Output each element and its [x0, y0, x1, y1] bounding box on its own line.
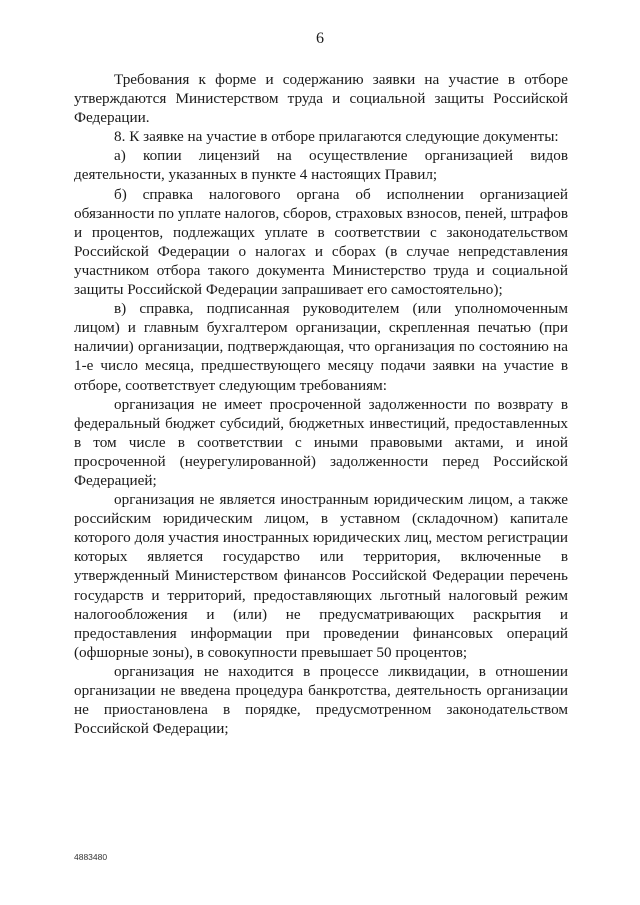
paragraph-requirement-debt: организация не имеет просроченной задолженности по возврату в федеральный бюджет субсидий, бюджетных инвестиций, предоставленных в том числе в соответствии с иными правовыми актами, и иной просроченной (неурегулированной) задолженности перед Российской Федерацией; — [74, 395, 568, 489]
paragraph-requirements: Требования к форме и содержанию заявки на участие в отборе утверждаются Министерством труда и социальной защиты Российской Федерации. — [74, 71, 568, 127]
paragraph-subitem-b: б) справка налогового органа об исполнении организацией обязанности по уплате налогов, сборов, страховых взносов, пеней, штрафов и процентов, подлежащих уплате в соответствии с законодательством Российской Федерации о налогах и сборах (в случае непредставления участником отбора такого документа Министерство труда и социальной защиты Российской Федерации запрашивает его самостоятельно); — [74, 185, 568, 299]
paragraph-requirement-foreign: организация не является иностранным юридическим лицом, а также российским юридическим лицом, в уставном (складочном) капитале которого доля участия иностранных юридических лиц, местом регистрации которых является государство или территория, включенные в утвержденный Министерством финансов Российской Федерации перечень государств и территорий, предоставляющих льготный налоговый режим налогообложения и (или) не предусматривающих раскрытия и предоставления информации при проведении финансовых операций (офшорные зоны), в совокупности превышает 50 процентов; — [74, 491, 568, 661]
document-body — [74, 70, 568, 738]
document-code: 4883480 — [74, 852, 108, 862]
page-number: 6 — [316, 30, 324, 47]
paragraph-requirement-liquidation: организация не находится в процессе ликвидации, в отношении организации не введена процедура банкротства, деятельность организации не приостановлена в порядке, предусмотренном законодательством Российской Федерации; — [74, 662, 568, 738]
paragraph-subitem-v: в) справка, подписанная руководителем (или уполномоченным лицом) и главным бухгалтером организации, скрепленная печатью (при наличии) организации, подтверждающая, что организация по состоянию на 1-е число месяца, предшествующего месяцу подачи заявки на участие в отборе, соответствует следующим требованиям: — [74, 300, 568, 394]
paragraph-subitem-a: а) копии лицензий на осуществление организацией видов деятельности, указанных в пункте 4 настоящих Правил; — [74, 147, 568, 184]
paragraph-item-8: 8. К заявке на участие в отборе прилагаются следующие документы: — [114, 128, 559, 146]
